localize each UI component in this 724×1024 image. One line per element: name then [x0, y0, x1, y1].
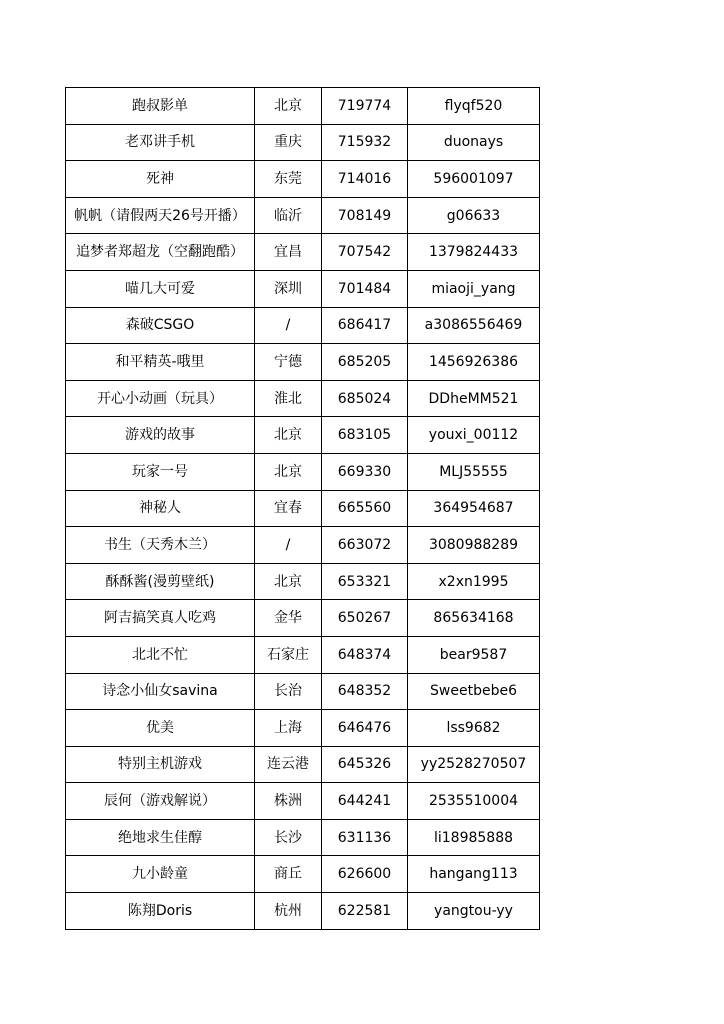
name-cell: 和平精英-哦里: [66, 344, 255, 381]
city-cell: /: [255, 307, 322, 344]
city-cell: 宁德: [255, 344, 322, 381]
account-cell: Sweetbebe6: [408, 673, 540, 710]
number-cell: 715932: [322, 124, 408, 161]
table-row: [66, 161, 540, 198]
table-body: [66, 88, 540, 930]
number-cell: 631136: [322, 819, 408, 856]
number-cell: 650267: [322, 600, 408, 637]
name-cell: 辰何（游戏解说）: [66, 783, 255, 820]
name-cell: 游戏的故事: [66, 417, 255, 454]
name-cell: 阿吉搞笑真人吃鸡: [66, 600, 255, 637]
city-cell: 宜昌: [255, 234, 322, 271]
city-cell: 重庆: [255, 124, 322, 161]
table-row: [66, 673, 540, 710]
number-cell: 622581: [322, 893, 408, 930]
table-row: [66, 490, 540, 527]
table-row: [66, 600, 540, 637]
name-cell: 老邓讲手机: [66, 124, 255, 161]
account-cell: lss9682: [408, 710, 540, 747]
account-cell: miaoji_yang: [408, 270, 540, 307]
number-cell: 708149: [322, 197, 408, 234]
account-cell: li18985888: [408, 819, 540, 856]
table-row: [66, 380, 540, 417]
account-cell: 3080988289: [408, 527, 540, 564]
name-cell: 跑叔影单: [66, 88, 255, 125]
city-cell: 株洲: [255, 783, 322, 820]
account-cell: yangtou-yy: [408, 893, 540, 930]
table-row: [66, 88, 540, 125]
number-cell: 665560: [322, 490, 408, 527]
table-row: [66, 307, 540, 344]
account-cell: bear9587: [408, 636, 540, 673]
name-cell: 特别主机游戏: [66, 746, 255, 783]
number-cell: 626600: [322, 856, 408, 893]
city-cell: 北京: [255, 88, 322, 125]
name-cell: 开心小动画（玩具）: [66, 380, 255, 417]
city-cell: 长治: [255, 673, 322, 710]
name-cell: 优美: [66, 710, 255, 747]
name-cell: 森破CSGO: [66, 307, 255, 344]
number-cell: 701484: [322, 270, 408, 307]
account-cell: 364954687: [408, 490, 540, 527]
account-cell: a3086556469: [408, 307, 540, 344]
city-cell: 北京: [255, 563, 322, 600]
city-cell: 临沂: [255, 197, 322, 234]
number-cell: 686417: [322, 307, 408, 344]
account-cell: youxi_00112: [408, 417, 540, 454]
table-row: [66, 270, 540, 307]
table-row: [66, 746, 540, 783]
account-cell: x2xn1995: [408, 563, 540, 600]
name-cell: 陈翔Doris: [66, 893, 255, 930]
table-row: [66, 710, 540, 747]
name-cell: 帆帆（请假两天26号开播）: [66, 197, 255, 234]
table-row: [66, 819, 540, 856]
name-cell: 北北不忙: [66, 636, 255, 673]
city-cell: 上海: [255, 710, 322, 747]
name-cell: 酥酥酱(漫剪壁纸): [66, 563, 255, 600]
city-cell: 连云港: [255, 746, 322, 783]
city-cell: 石家庄: [255, 636, 322, 673]
table-row: [66, 417, 540, 454]
number-cell: 669330: [322, 453, 408, 490]
account-cell: hangang113: [408, 856, 540, 893]
account-cell: MLJ55555: [408, 453, 540, 490]
account-cell: duonays: [408, 124, 540, 161]
name-cell: 玩家一号: [66, 453, 255, 490]
data-table: [65, 87, 540, 930]
table-row: [66, 453, 540, 490]
account-cell: 2535510004: [408, 783, 540, 820]
number-cell: 645326: [322, 746, 408, 783]
table-row: [66, 234, 540, 271]
account-cell: yy2528270507: [408, 746, 540, 783]
name-cell: 绝地求生佳醇: [66, 819, 255, 856]
number-cell: 644241: [322, 783, 408, 820]
name-cell: 死神: [66, 161, 255, 198]
account-cell: g06633: [408, 197, 540, 234]
table-row: [66, 197, 540, 234]
number-cell: 653321: [322, 563, 408, 600]
account-cell: 596001097: [408, 161, 540, 198]
account-cell: 1379824433: [408, 234, 540, 271]
name-cell: 喵几大可爱: [66, 270, 255, 307]
number-cell: 648352: [322, 673, 408, 710]
city-cell: 长沙: [255, 819, 322, 856]
table-row: [66, 527, 540, 564]
account-cell: 865634168: [408, 600, 540, 637]
number-cell: 683105: [322, 417, 408, 454]
city-cell: 淮北: [255, 380, 322, 417]
city-cell: 北京: [255, 453, 322, 490]
account-cell: flyqf520: [408, 88, 540, 125]
city-cell: /: [255, 527, 322, 564]
table-row: [66, 344, 540, 381]
city-cell: 北京: [255, 417, 322, 454]
name-cell: 书生（天秀木兰）: [66, 527, 255, 564]
city-cell: 深圳: [255, 270, 322, 307]
table-row: [66, 783, 540, 820]
table-row: [66, 563, 540, 600]
name-cell: 神秘人: [66, 490, 255, 527]
city-cell: 宜春: [255, 490, 322, 527]
name-cell: 诗念小仙女savina: [66, 673, 255, 710]
name-cell: 九小龄童: [66, 856, 255, 893]
number-cell: 719774: [322, 88, 408, 125]
number-cell: 663072: [322, 527, 408, 564]
table-row: [66, 893, 540, 930]
number-cell: 646476: [322, 710, 408, 747]
table-row: [66, 636, 540, 673]
account-cell: 1456926386: [408, 344, 540, 381]
number-cell: 685024: [322, 380, 408, 417]
city-cell: 杭州: [255, 893, 322, 930]
number-cell: 685205: [322, 344, 408, 381]
number-cell: 648374: [322, 636, 408, 673]
table-row: [66, 856, 540, 893]
number-cell: 707542: [322, 234, 408, 271]
city-cell: 金华: [255, 600, 322, 637]
account-cell: DDheMM521: [408, 380, 540, 417]
number-cell: 714016: [322, 161, 408, 198]
table-row: [66, 124, 540, 161]
city-cell: 东莞: [255, 161, 322, 198]
name-cell: 追梦者郑超龙（空翻跑酷）: [66, 234, 255, 271]
city-cell: 商丘: [255, 856, 322, 893]
